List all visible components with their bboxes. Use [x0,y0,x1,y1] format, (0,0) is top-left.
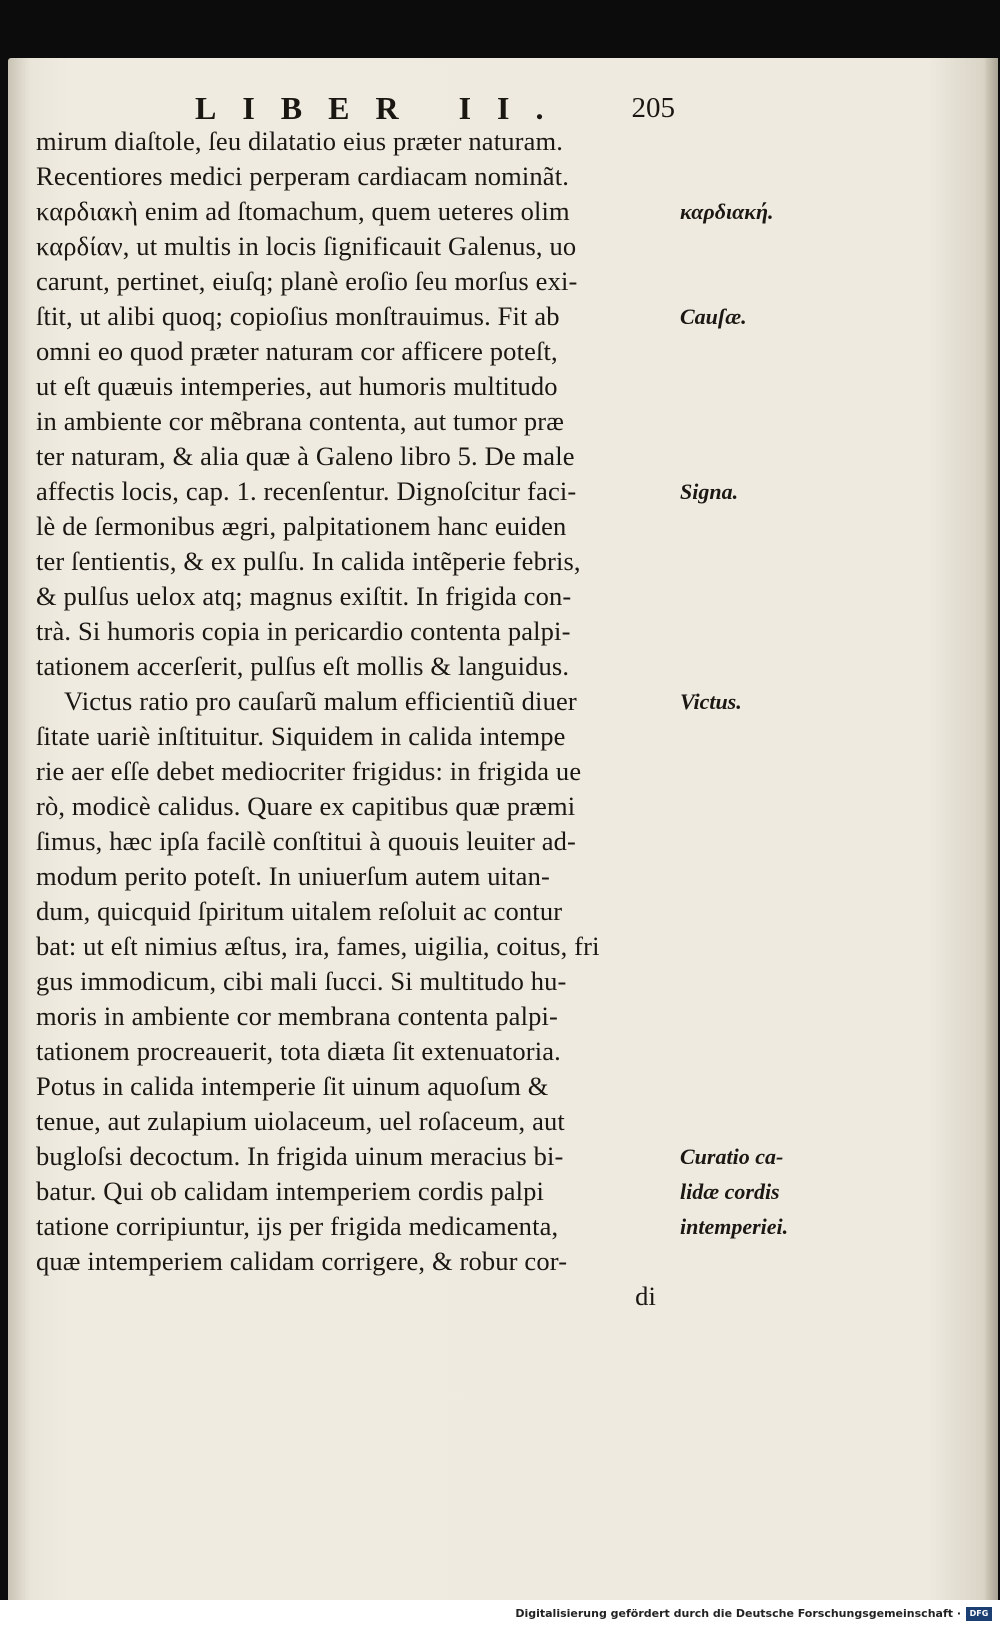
margin-note-signa: Signa. [680,479,739,504]
text-line: tenue, aut zulapium uiolaceum, uel roſaceum, aut [36,1106,565,1136]
dfg-logo-icon: DFG [966,1607,992,1621]
margin-note-greek: καρδιακή. [680,199,774,224]
text-line: mirum diaſtole, ſeu dilatatio eius præter naturam. [36,126,564,156]
text-line: rie aer eſſe debet mediocriter frigidus: in frigida ue [36,756,582,786]
text-line: ſtit, ut alibi quoq; copioſius monſtrauimus. Fit ab [36,301,560,331]
text-line: affectis locis, cap. 1. recenſentur. Dignoſcitur faci- [36,476,577,506]
text-line: rò, modicè calidus. Quare ex capitibus quæ præmi [36,791,576,821]
text-line: tatione corripiuntur, ijs per frigida medicamenta, [36,1211,559,1241]
margin-note-causae: Cauſæ. [680,304,747,329]
text-line: omni eo quod præter naturam cor afficere poteſt, [36,336,558,366]
running-title: LIBER II. [195,90,570,126]
text-line: Recentiores medici perperam cardiacam nominãt. [36,161,569,191]
text-line: & pulſus uelox atq; magnus exiſtit. In frigida con- [36,581,572,611]
page-edge [986,58,998,1610]
margin-note-curatio: intemperiei. [680,1214,789,1239]
text-line: ut eſt quæuis intemperies, aut humoris multitudo [36,371,558,401]
margin-note-victus: Victus. [680,689,742,714]
text-line: modum perito poteſt. In uniuerſum autem uitan- [36,861,550,891]
text-line: trà. Si humoris copia in pericardio contenta palpi- [36,616,571,646]
text-line: tationem accerſerit, pulſus eſt mollis & languidus. [36,651,570,681]
text-line: Potus in calida intemperie ſit uinum aquoſum & [36,1071,549,1101]
margin-note-curatio: Curatio ca- [680,1144,784,1169]
text-line: gus immodicum, cibi mali ſucci. Si multitudo hu- [36,966,567,996]
text-line: lè de ſermonibus ægri, palpitationem hanc euiden [36,511,567,541]
text-line: dum, quicquid ſpiritum uitalem reſoluit ac contur [36,896,563,926]
text-line: bugloſsi decoctum. In frigida uinum meracius bi- [36,1141,564,1171]
text-line: Victus ratio pro cauſarũ malum efficientiũ diuer [64,686,577,716]
text-line: quæ intemperiem calidam corrigere, & robur cor- [36,1246,568,1276]
text-line: καρδιακὴ enim ad ſtomachum, quem ueteres olim [36,196,570,226]
text-line: carunt, pertinet, eiuſq; planè eroſio ſeu morſus exi- [36,266,578,296]
text-line: καρδίαν, ut multis in locis ſignificauit Galenus, uo [36,231,577,261]
text-line: batur. Qui ob calidam intemperiem cordis palpi [36,1176,545,1206]
text-line: bat: ut eſt nimius æſtus, ira, fames, uigilia, coitus, fri [36,931,600,961]
text-line: ter ſentientis, & ex pulſu. In calida intẽperie febris, [36,546,581,576]
body-text [36,124,676,1314]
text-line: tationem procreauerit, tota diæta ſit extenuatoria. [36,1036,561,1066]
folio-number: 205 [631,92,675,124]
text-line: moris in ambiente cor membrana contenta palpi- [36,1001,558,1031]
text-line: in ambiente cor mẽbrana contenta, aut tumor præ [36,406,565,436]
text-line: ter naturam, & alia quæ à Galeno libro 5. De male [36,441,575,471]
text-line: ſimus, hæc ipſa facilè conſtitui à quouis leuiter ad- [36,826,577,856]
text-line: ſitate uariè inſtituitur. Siquidem in calida intempe [36,721,566,751]
footer-credit [0,1600,1000,1627]
funding-credit-text: Digitalisierung gefördert durch die Deutsche Forschungsgemeinschaft · [515,1607,961,1620]
margin-note-curatio: lidæ cordis [680,1179,780,1204]
catchword: di [635,1281,656,1311]
